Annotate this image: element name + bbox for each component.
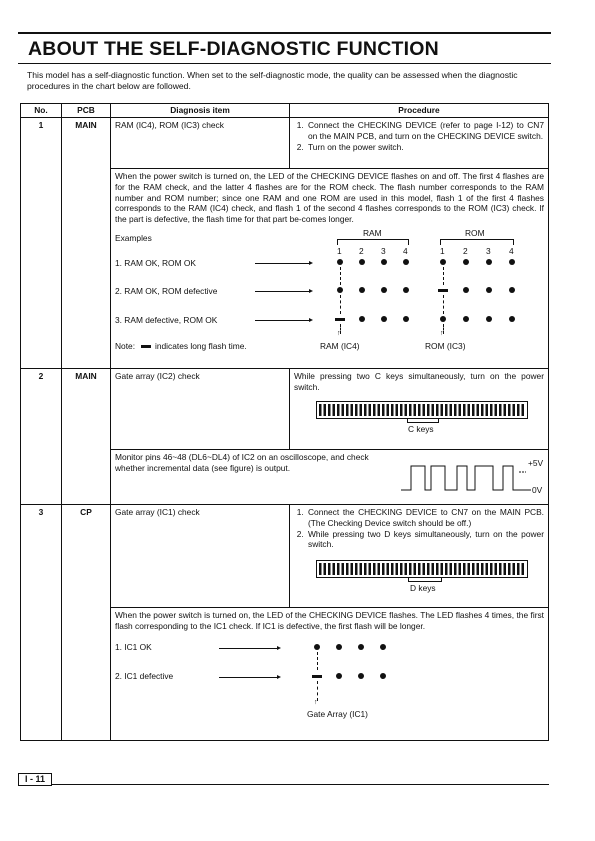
flash-dot: [403, 259, 409, 265]
table-row: [21, 369, 549, 450]
arrow-icon: [255, 263, 311, 264]
row-procedure: [290, 369, 549, 450]
procedure-step: 2. Turn on the power switch.: [306, 142, 544, 153]
flash-dot: [403, 287, 409, 293]
ram-rom-detail: [111, 169, 549, 369]
flash-dot: [463, 259, 469, 265]
procedure-step: 1. Connect the CHECKING DEVICE (refer to page I-12) to CN7 on the MAIN PCB, and turn on the CHECKING DEVICE switch.: [306, 120, 544, 142]
flash-dot: [440, 316, 446, 322]
flash-dot: [509, 259, 515, 265]
arrow-icon: [255, 291, 311, 292]
flash-dot: [381, 259, 387, 265]
flash-dot: [358, 673, 364, 679]
ram-num-2: 2: [359, 245, 364, 256]
flash-dot: [336, 644, 342, 650]
rom-num-1: 1: [440, 245, 445, 256]
row-diagnosis-item: Gate array (IC1) check: [111, 505, 290, 608]
row-pcb: MAIN: [62, 118, 111, 369]
table-row: [21, 505, 549, 608]
arrow-icon: [219, 677, 279, 678]
flash-dot: [440, 259, 446, 265]
examples-label: Examples: [115, 232, 152, 243]
ic1-example-1-label: 1. IC1 OK: [115, 641, 152, 652]
rom-label: ROM: [465, 227, 485, 238]
top-rule: [18, 32, 551, 34]
header-diagnosis-item: Diagnosis item: [111, 104, 290, 118]
flash-dot: [381, 316, 387, 322]
row-procedure: [290, 118, 549, 169]
connector: [317, 652, 318, 670]
flash-dot: [380, 644, 386, 650]
flash-dot: [381, 287, 387, 293]
flash-dot: [509, 316, 515, 322]
ic1-flash-examples: [115, 632, 544, 727]
flash-dot: [486, 316, 492, 322]
row-pcb: CP: [62, 505, 111, 741]
flash-dot: [509, 287, 515, 293]
rom-ic-label: ROM (IC3): [425, 340, 466, 351]
ram-num-1: 1: [337, 245, 342, 256]
flash-dot: [463, 316, 469, 322]
description-text: Monitor pins 46~48 (DL6~DL4) of IC2 on an oscilloscope, and check whether incremental data (see figure) is output.: [115, 452, 369, 473]
long-flash-dash: [312, 675, 322, 678]
rom-num-3: 3: [486, 245, 491, 256]
up-arrow-icon: ↑: [440, 329, 444, 337]
gate-array-ic2-detail: [111, 450, 549, 505]
rom-bracket: [440, 239, 514, 245]
flash-dot: [337, 287, 343, 293]
flash-dot: [337, 259, 343, 265]
ram-bracket: [337, 239, 409, 245]
flash-dot: [380, 673, 386, 679]
header-pcb: PCB: [62, 104, 111, 118]
row-diagnosis-item: RAM (IC4), ROM (IC3) check: [111, 118, 290, 169]
flash-dot: [359, 287, 365, 293]
ram-num-4: 4: [403, 245, 408, 256]
row-procedure: [290, 505, 549, 608]
flash-dot: [358, 644, 364, 650]
flash-dot: [359, 316, 365, 322]
flash-dot: [486, 259, 492, 265]
gate-array-ic1-detail: [111, 608, 549, 741]
ic1-example-2-label: 2. IC1 defective: [115, 670, 174, 681]
plus5v-label: +5V: [528, 458, 544, 468]
diagnosis-table: [20, 103, 549, 741]
flash-dot: [359, 259, 365, 265]
row-no: 2: [21, 369, 62, 505]
flash-dot: [463, 287, 469, 293]
flash-dot: [336, 673, 342, 679]
keyboard-diagram: [316, 401, 528, 419]
footer-rule: [52, 784, 549, 785]
procedure-step: 2. While pressing two D keys simultaneously, turn on the power switch.: [306, 529, 544, 551]
flash-dot: [314, 644, 320, 650]
c-keys-bracket: [407, 418, 439, 423]
ram-label: RAM: [363, 227, 382, 238]
header-no: No.: [21, 104, 62, 118]
example-1-label: 1. RAM OK, ROM OK: [115, 257, 196, 268]
header-procedure: Procedure: [290, 104, 549, 118]
keyboard-diagram: [316, 560, 528, 578]
up-arrow-icon: ↑: [314, 698, 318, 706]
flash-examples: [115, 225, 544, 355]
description-text: When the power switch is turned on, the LED of the CHECKING DEVICE flashes on and off. The first 4 flashes are for the RAM check, and the latter 4 flashes are for the ROM check. The flash number corresponds to the RAM number and ROM number; since one RAM and one ROM are used in this model, flash 1 of the first 4 flashes corresponds to the RAM (IC4) check, and flash 1 of the second 4 flashes corresponds to the ROM (IC3) check. If the part is defective, the flash time for that part be-comes longer.: [115, 171, 544, 225]
gate-array-label: Gate Array (IC1): [307, 708, 368, 719]
page-title: ABOUT THE SELF-DIAGNOSTIC FUNCTION: [28, 38, 439, 60]
page-number: I - 11: [18, 773, 52, 786]
procedure-step: 1. Connect the CHECKING DEVICE to CN7 on the MAIN PCB. (The Checking Device switch should be off.): [306, 507, 544, 529]
flash-dot: [403, 316, 409, 322]
long-flash-dash: [438, 289, 448, 292]
title-rule: [18, 63, 551, 64]
ram-ic-label: RAM (IC4): [320, 340, 360, 351]
example-2-label: 2. RAM OK, ROM defective: [115, 285, 218, 296]
long-flash-dash: [335, 318, 345, 321]
d-keys-label: D keys: [410, 583, 436, 593]
arrow-icon: [219, 648, 279, 649]
connector: [340, 295, 341, 314]
intro-text: This model has a self-diagnostic function. When set to the self-diagnostic mode, the quality can be assessed when the diagnostic procedures in the chart below are followed.: [27, 70, 518, 91]
note-text: indicates long flash time.: [155, 340, 247, 351]
table-header-row: [21, 104, 549, 118]
up-arrow-icon: ↑: [337, 329, 341, 337]
connector: [443, 267, 444, 285]
ram-num-3: 3: [381, 245, 386, 256]
note-label: Note:: [115, 340, 136, 351]
table-row: [21, 118, 549, 169]
zerov-label: 0V: [532, 485, 543, 495]
procedure-text: While pressing two C keys simultaneously, turn on the power switch.: [294, 371, 544, 392]
row-diagnosis-item: Gate array (IC2) check: [111, 369, 290, 450]
flash-dot: [486, 287, 492, 293]
rom-num-2: 2: [463, 245, 468, 256]
c-keys-label: C keys: [408, 424, 434, 434]
row-no: 1: [21, 118, 62, 369]
example-3-label: 3. RAM defective, ROM OK: [115, 314, 218, 325]
rom-num-4: 4: [509, 245, 514, 256]
row-pcb: MAIN: [62, 369, 111, 505]
arrow-icon: [255, 320, 311, 321]
connector: [340, 267, 341, 285]
row-no: 3: [21, 505, 62, 741]
connector: [443, 295, 444, 314]
long-flash-dash: [141, 345, 151, 348]
d-keys-bracket: [408, 577, 442, 582]
description-text: When the power switch is turned on, the LED of the CHECKING DEVICE flashes. The LED flashes 4 times, the first flash corresponding to the IC1 check. If IC1 is defective, the first flash will be longer.: [115, 610, 544, 631]
